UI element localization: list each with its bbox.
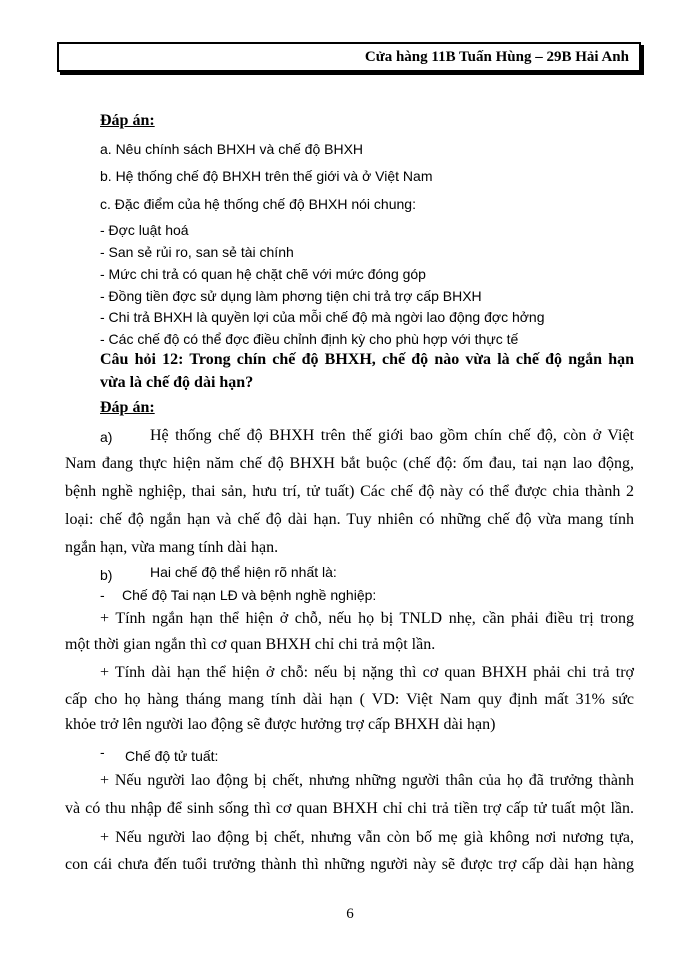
feature-bullet: - San sẻ rủi ro, san sẻ tài chính — [100, 244, 294, 260]
paragraph-line: + Nếu người lao động bị chết, nhưng những người thân của họ đã trưởng thành — [100, 772, 634, 789]
paragraph-line: một thời gian ngắn thì cơ quan BHXH chỉ chi trả một lần. — [65, 636, 436, 653]
feature-bullet: - Chi trả BHXH là quyền lợi của mỗi chế độ mà ngời lao động đợc hởng — [100, 309, 545, 325]
question-heading-cont: vừa là chế độ dài hạn? — [100, 374, 254, 391]
paragraph-line: Hệ thống chế độ BHXH trên thế giới bao gồm chín chế độ, còn ở Việt — [150, 427, 634, 444]
subheading-tnld: Chế độ Tai nạn LĐ và bệnh nghề nghiệp: — [122, 587, 377, 603]
feature-bullet: - Các chế độ có thể đợc điều chỉnh định kỳ cho phù hợp với thực tế — [100, 331, 519, 347]
paragraph-line: ngắn hạn, vừa mang tính dài hạn. — [65, 539, 279, 556]
answer-item-c: c. Đặc điểm của hệ thống chế độ BHXH nói chung: — [100, 196, 416, 212]
item-marker-a: a) — [100, 429, 113, 445]
paragraph-line: bệnh nghề nghiệp, thai sản, hưu trí, tử tuất) Các chế độ này có thể được chia thành 2 — [65, 483, 634, 500]
question-heading: Câu hỏi 12: Trong chín chế độ BHXH, chế độ nào vừa là chế độ ngắn hạn — [100, 351, 634, 368]
feature-bullet: - Đồng tiền đợc sử dụng làm phơng tiện chi trả trợ cấp BHXH — [100, 288, 482, 304]
paragraph-line: cấp cho họ hàng tháng mang tính dài hạn ( VD: Việt Nam quy định mất 31% sức — [65, 691, 634, 708]
paragraph-line: + Nếu người lao động bị chết, nhưng vẫn còn bố mẹ già không nơi nương tựa, — [100, 829, 634, 846]
item-marker-b: b) — [100, 567, 113, 583]
paragraph-line: Hai chế độ thể hiện rõ nhất là: — [150, 564, 337, 580]
dash-marker: - — [100, 744, 105, 760]
answer-label: Đáp án: — [100, 112, 155, 129]
feature-bullet: - Mức chi trả có quan hệ chặt chẽ với mức đóng góp — [100, 266, 426, 282]
header-text: Cửa hàng 11B Tuấn Hùng – 29B Hải Anh — [364, 49, 629, 65]
header-box — [57, 42, 641, 72]
paragraph-line: loại: chế độ ngắn hạn và chế độ dài hạn. Tuy nhiên có những chế độ vừa mang tính — [65, 511, 634, 528]
answer-item-a: a. Nêu chính sách BHXH và chế độ BHXH — [100, 141, 364, 157]
paragraph-line: Nam đang thực hiện năm chế độ BHXH bắt buộc (chế độ: ốm đau, tai nạn lao động, — [65, 455, 634, 472]
page-number: 6 — [346, 906, 354, 922]
paragraph-line: khỏe trở lên người lao động sẽ được hưởng trợ cấp BHXH dài hạn) — [65, 716, 496, 733]
answer-item-b: b. Hệ thống chế độ BHXH trên thế giới và ở Việt Nam — [100, 168, 433, 184]
paragraph-line: + Tính ngắn hạn thể hiện ở chỗ, nếu họ bị TNLD nhẹ, cần phải điều trị trong — [100, 610, 634, 627]
paragraph-line: và có thu nhập để sinh sống thì cơ quan BHXH chỉ chi trả tiền trợ cấp tử tuất một lần. — [65, 800, 634, 817]
dash-marker: - — [100, 587, 105, 603]
paragraph-line: con cái chưa đến tuổi trưởng thành thì những người này sẽ được trợ cấp dài hạn hàng — [65, 856, 634, 873]
answer-label: Đáp án: — [100, 399, 155, 416]
paragraph-line: + Tính dài hạn thể hiện ở chỗ: nếu bị nặng thì cơ quan BHXH phải chi trả trợ — [100, 664, 634, 681]
subheading-tutuat: Chế độ tử tuất: — [125, 748, 219, 764]
feature-bullet: - Đợc luật hoá — [100, 222, 189, 238]
